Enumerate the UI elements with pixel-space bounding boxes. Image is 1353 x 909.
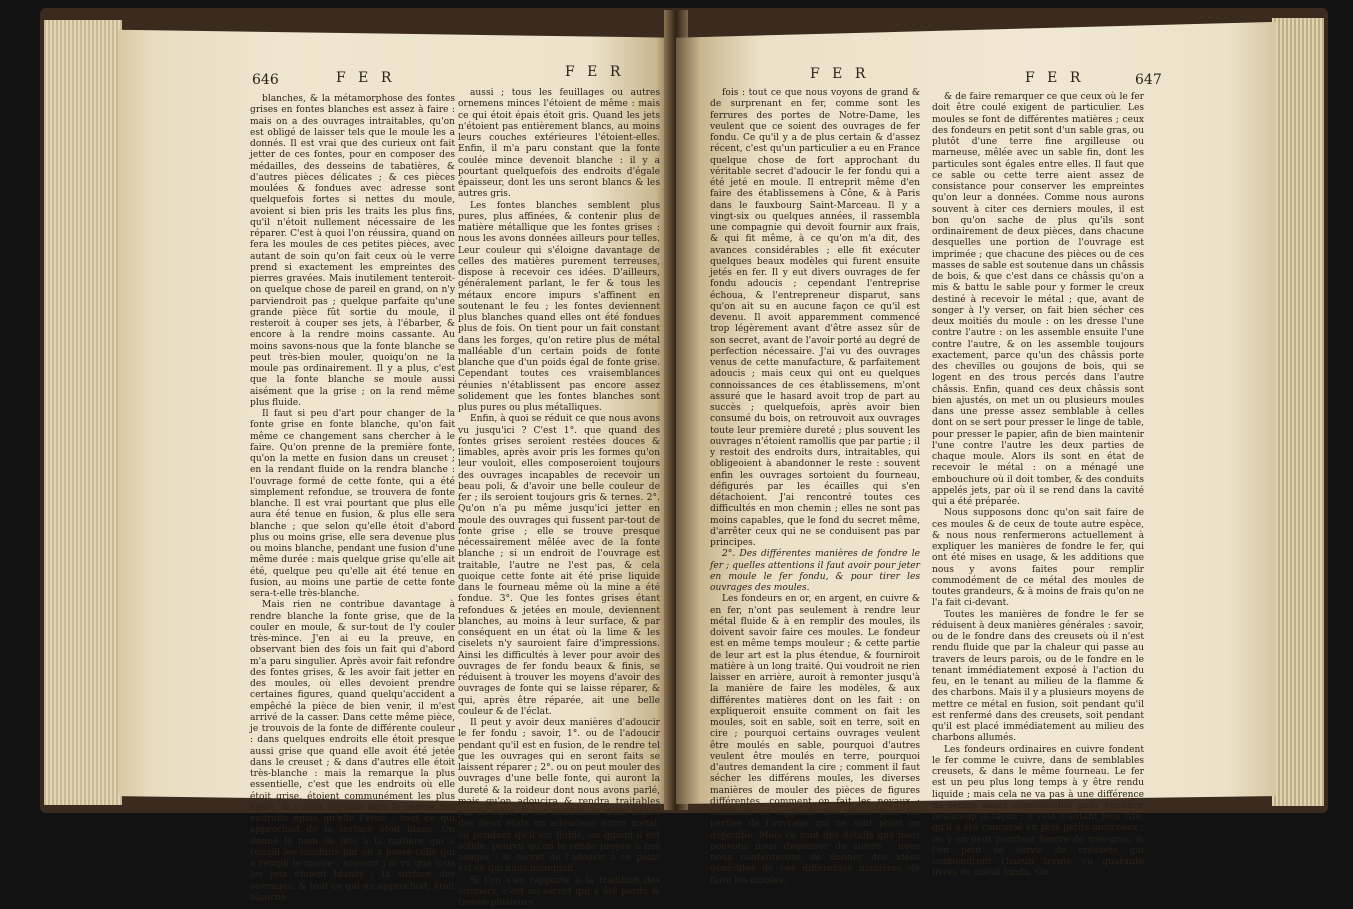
paragraph: & de faire remarquer ce que ceux où le fer doit être coulé exigent de particulier. Les moules se font de différentes matières ; ceux des fondeurs en petit sont d'un sable gras, ou plutôt d'une terre fine argilleuse ou marneuse, mêlée avec un sable fin, dont les particules sont égales entre elles. Il faut que ce sable ou cette terre aient assez de consistance pour conserver les empreintes qu'on leur a données. Comme nous aurons souvent à citer ces derniers moules, il est bon qu'on sache de plus qu'ils sont ordinairement de deux pièces, dans chacune desquelles une portion de l'ouvrage est imprimée ; que chacune des pièces ou de ces masses de sable est soutenue dans un châssis de bois, & que c'est dans ce châssis qu'on a mis & battu le sable pour y former le creux destiné à recevoir le métal ; que, avant de songer à l'y verser, on fait bien sécher ces deux moitiés du moule : on les dresse l'une contre l'autre : on les assemble ensuite l'une contre l'autre, & on les assemble toujours exactement, parce qu'un des châssis porte des chevilles ou goujons de bois, qui se logent en des trous percés dans l'autre châssis. Enfin, quand ces deux châssis sont bien ajustés, on met un ou plusieurs moules dans une presse assez semblable à celles dont on se sert pour presser le linge de table, pour presser le papier, afin de bien maintenir l'une contre l'autre les deux parties de chaque moule. Alors ils sont en état de recevoir le métal : on a ménagé une embouchure où il doit tomber, & des conduits appelés jets, par où il se rend dans la cavité qui a été préparée. — [932, 92, 1144, 508]
right-folio: 647 — [1135, 72, 1162, 88]
paragraph: Nous supposons donc qu'on sait faire de ces moules & de ceux de toute autre espèce, & nous nous renfermerons actuellement à expliquer les manières de fondre le fer, qui ont été mises en usage, & les additions que nous y avons faites pour remplir commodément de ce métal des moules de toutes grandeurs, & à moins de frais qu'on ne l'a fait ci-devant. — [932, 508, 1144, 609]
left-column-1 — [250, 94, 455, 806]
left-page-edges — [44, 20, 122, 805]
paragraph: Les fondeurs en or, en argent, en cuivre & en fer, n'ont pas seulement à rendre leur métal fluide & à en remplir des moules, ils doivent savoir faire ces moules. Le fondeur est en même temps mouleur ; & cette partie de leur art est la plus étendue, & fourniroit matière à un long traité. Qui voudroit ne rien laisser en arrière, auroit à remonter jusqu'à la manière de faire les modèles, & aux différentes matières dont on les fait : on expliqueroit ensuite comment on fait les moules, soit en sable, soit en terre, soit en cire ; pourquoi certains ouvrages veulent être moulés en sable, pourquoi d'autres veulent être moulés en terre, pourquoi d'autres demandent la cire ; comment il faut sécher les différens moules, les diverses manières de mouler des pièces de figures différentes, comment on fait les noyaux ; comment on rapporte des pièces pour les parties de l'ouvrage qui ne sont point en dépouille. Mais ce sont des détails que nous pouvons nous dispenser de suivre : nous nous contenterons de donner des idées générales de ces différentes manières de faire les moules, — [710, 594, 920, 887]
right-running-head-1: F E R — [810, 66, 869, 82]
paragraph: Toutes les manières de fondre le fer se réduisent à deux manières générales : savoir, ou de le fondre dans des creusets où il n'est rendu fluide que par la chaleur qui passe au travers de leurs parois, ou de le fondre en le tenant immédiatement exposé à l'action du feu, en le tenant au milieu de la flamme & des charbons. Mais il y a plusieurs moyens de mettre ce métal en fusion, soit pendant qu'il est renfermé dans des creusets, soit pendant qu'il est placé immédiatement au milieu des charbons allumés. — [932, 610, 1144, 745]
paragraph: Les fondeurs ordinaires en cuivre fondent le fer comme le cuivre, dans de semblables creusets, & dans le même fourneau. Le fer est un peu plus long temps à y être rendu liquide ; mais cela ne va pas à une différence de temps assez considérable pour enchérir beaucoup la façon ; il l'est d'autant plus vite, qu'il a été concassé en plus petits morceaux : on y en peut pourtant fondre de très-gros, & l'on peut se servir de creusets qui contiendront chacun trente ou quarante livres de métal fondu. On — [932, 745, 1144, 880]
paragraph: aussi ; tous les feuillages ou autres ornemens minces l'étoient de même : mais ce qui étoit épais étoit gris. Quand les jets n'étoient pas entièrement blancs, au moins leurs couches extérieures l'étoient-elles. Enfin, il m'a paru constant que la fonte coulée mince devenoit blanche : il y a pourtant quelquefois des endroits d'égale épaisseur, dont les uns seront blancs & les autres gris. — [458, 88, 660, 201]
paragraph: Mais rien ne contribue davantage à rendre blanche la fonte grise, que de la couler en moule, & sur-tout de l'y couler très-mince. J'en ai eu la preuve, en observant bien des fois un fait qui d'abord m'a paru singulier. Après avoir fait refondre des fontes grises, & les avoir fait jetter en des moules, où elles devoient prendre certaines figures, quand quelqu'accident a empêché la pièce de bien venir, il m'est arrivé de la casser. Dans cette même pièce, je trouvois de la fonte de différente couleur : dans quelques endroits elle étoit presque aussi grise que quand elle avoit été jetée dans le creuset ; & dans d'autres elle étoit très-blanche : mais la remarque la plus essentielle, c'est que les endroits où elle étoit grise, étoient communément les plus épais, & c'étoit sur-tout vers le centre des endroits épais qu'elle l'étoit : tout ce qui approchoit de la surface étoit blanc. On donne le nom de jets à la matière qui a rempli les conduits par où a passé celle qui a rempli le moule ; souvent j'ai vu que tous les jets étoient blancs ; la surface des ouvrages, & tout ce qui en approchoit, étoit blanche — [250, 600, 455, 904]
right-column-1 — [710, 88, 920, 806]
paragraph: fois : tout ce que nous voyons de grand & de surprenant en fer, comme sont les ferrures des portes de Notre-Dame, les veulent que ce soient des ouvrages de fer fondu. Ce qu'il y a de plus certain & d'assez récent, c'est qu'un particulier a eu en France quelque chose de fort approchant du véritable secret d'adoucir le fer fondu qui a été jeté en moule. Il entreprit même d'en faire des établissemens à Cône, & à Paris dans le fauxbourg Saint-Marceau. Il y a vingt-six ou quelques années, il rassembla une compagnie qui devoit fournir aux frais, & qui fit même, à ce qu'on m'a dit, des avances considérables ; elle fit exécuter quelques beaux modèles qui furent ensuite jetés en fer. Il y eut divers ouvrages de fer fondu adoucis ; cependant l'entreprise échoua, & l'entrepreneur disparut, sans qu'on ait su en aucune façon ce qu'il est devenu. Il avoit apparemment commencé trop légèrement avant d'être assez sûr de son secret, avant de l'avoir porté au degré de perfection nécessaire. J'ai vu des ouvrages venus de cette manufacture, & parfaitement adoucis ; mais ceux qui ont eu quelques connoissances de ces établissemens, m'ont assuré que le hasard avoit trop de part au succès ; quelquefois, après avoir bien consumé du bois, on retrouvoit aux ouvrages toute leur première dureté ; plus souvent les ouvrages n'étoient ramollis que par partie ; il y restoit des endroits durs, intraitables, qui obligeoient à abandonner le reste : souvent enfin les ouvrages sortoient du fourneau, défigurés par les écailles qui s'en détachoient. J'ai rencontré toutes ces difficultés en mon chemin ; elles ne sont pas moins capables, que le fond du secret même, d'arrêter ceux qui ne se conduisent pas par principes. — [710, 88, 920, 549]
right-running-head-2: F E R — [1025, 70, 1084, 86]
section-heading: 2°. Des différentes manières de fondre le fer ; quelles attentions il faut avoir pour jeter en moule le fer fondu, & pour tirer les ouvrages des moules. — [710, 549, 920, 594]
left-folio: 646 — [252, 72, 279, 88]
left-running-head-1: F E R — [336, 70, 395, 86]
paragraph: Si l'on s'en rapporte à la tradition des ouvriers, c'est un secret qui a été perdu & trouvé plusieurs — [458, 876, 660, 909]
paragraph: blanches, & la métamorphose des fontes grises en fontes blanches est assez à faire : mais on a des ouvrages intraitables, qu'on est obligé de laisser tels que le moule les a donnés. Il est vrai que des curieux ont fait jetter de ces fontes, pour en composer des médailles, des desseins de tabatières, & d'autres pièces délicates ; & ces pièces moulées & fondues avec adresse sont quelquefois fortes si nettes du moule, avoient si bien pris les traits les plus fins, qu'il n'étoit nullement nécessaire de les réparer. C'est à quoi l'on réussira, quand on fera les moules de ces petites pièces, avec autant de soin qu'on fait ceux où le verre prend si exactement les empreintes des pierres gravées. Mais inutilement tenteroit-on quelque chose de pareil en grand, on n'y parviendroit pas ; quelque parfaite qu'une grande pièce fût sortie du moule, il resteroit à couper ses jets, à l'ébarber, & encore à la rendre moins cassante. Au moins savons-nous que la fonte blanche se peut très-bien mouler, quoiqu'on ne la moule pas ordinairement. Il y a plus, c'est que la fonte blanche se moule aussi aisément que la grise ; on la rend même plus fluide. — [250, 94, 455, 409]
paragraph: Il peut y avoir deux manières d'adoucir le fer fondu ; savoir, 1°. ou de l'adoucir pendant qu'il est en fusion, de le rendre tel que les ouvrages qui en seront faits se laissent réparer ; 2°. ou on peut mouler des ouvrages d'une belle fonte, qui auront la dureté & la roideur dont nous avons parlé, mais qu'on adoucira & rendra traitables par la suite. Il est indifférent dans lequel des deux états on adoucisse notre métal, ou pendant qu'il est fluide, ou quand il est solide, pourvu qu'on le rende propre à nos usages : le secret de l'adoucir à ce point est ce qui nous manquoit. — [458, 718, 660, 876]
paragraph: Enfin, à quoi se réduit ce que nous avons vu jusqu'ici ? C'est 1°. que quand des fontes grises seroient restées douces & limables, après avoir pris les formes qu'on leur vouloit, elles composeroient toujours des ouvrages incapables de recevoir un beau poli, & d'avoir une belle couleur de fer ; ils seroient toujours gris & ternes. 2°. Qu'on n'a pu même jusqu'ici jetter en moule des ouvrages qui fussent par-tout de fonte grise ; elle se trouve presque nécessairement mêlée avec de la fonte blanche ; si un endroit de l'ouvrage est traitable, l'autre ne l'est pas, & cela quoique cette fonte ait été prise liquide dans le fourneau même où la mine a été fondue. 3°. Que les fontes grises étant refondues & jetées en moule, deviennent blanches, au moins à leur surface, & par conséquent en un état où la lime & les ciselets n'y sauroient faire d'impressions. Ainsi les difficultés à lever pour avoir des ouvrages de fer fondu beaux & finis, se réduisent à trouver les moyens d'avoir des ouvrages de fonte qui se laisse réparer, & qui, après être réparée, ait une belle couleur & de l'éclat. — [458, 414, 660, 718]
paragraph: Il faut si peu d'art pour changer de la fonte grise en fonte blanche, qu'on fait même ce changement sans chercher à le faire. Qu'on prenne de la première fonte, qu'on la mette en fusion dans un creuset ; en la rendant fluide on la rendra blanche : l'ouvrage formé de cette fonte, qui a été simplement refondue, se trouvera de fonte blanche. Il est vrai pourtant que plus elle aura été tenue en fusion, & plus elle sera blanche ; que selon qu'elle étoit d'abord plus ou moins grise, elle sera devenue plus ou moins blanche, pendant une fusion d'une même durée : mais quelque grise qu'elle ait été, quelque peu qu'elle ait été tenue en fusion, au moins une partie de cette fonte sera-t-elle très-blanche. — [250, 409, 455, 600]
right-column-2 — [932, 92, 1144, 806]
paragraph: Les fontes blanches semblent plus pures, plus affinées, & contenir plus de matière métallique que les fontes grises : nous les avons données ailleurs pour telles. Leur couleur qui s'éloigne davantage de celles des matières purement terreuses, dispose à recevoir ces idées. D'ailleurs, généralement parlant, le fer & tous les métaux encore impurs s'affinent en soutenant le feu ; les fontes deviennent plus blanches quand elles ont été fondues plus de fois. On tient pour un fait constant dans les forges, qu'on retire plus de métal malléable d'un certain poids de fonte blanche que d'un poids égal de fonte grise. Cependant toutes ces vraisemblances réunies n'établissent pas encore assez solidement que les fontes blanches sont plus pures ou plus métalliques. — [458, 201, 660, 415]
left-column-2 — [458, 88, 660, 804]
left-running-head-2: F E R — [565, 64, 624, 80]
right-page-edges — [1272, 18, 1324, 806]
